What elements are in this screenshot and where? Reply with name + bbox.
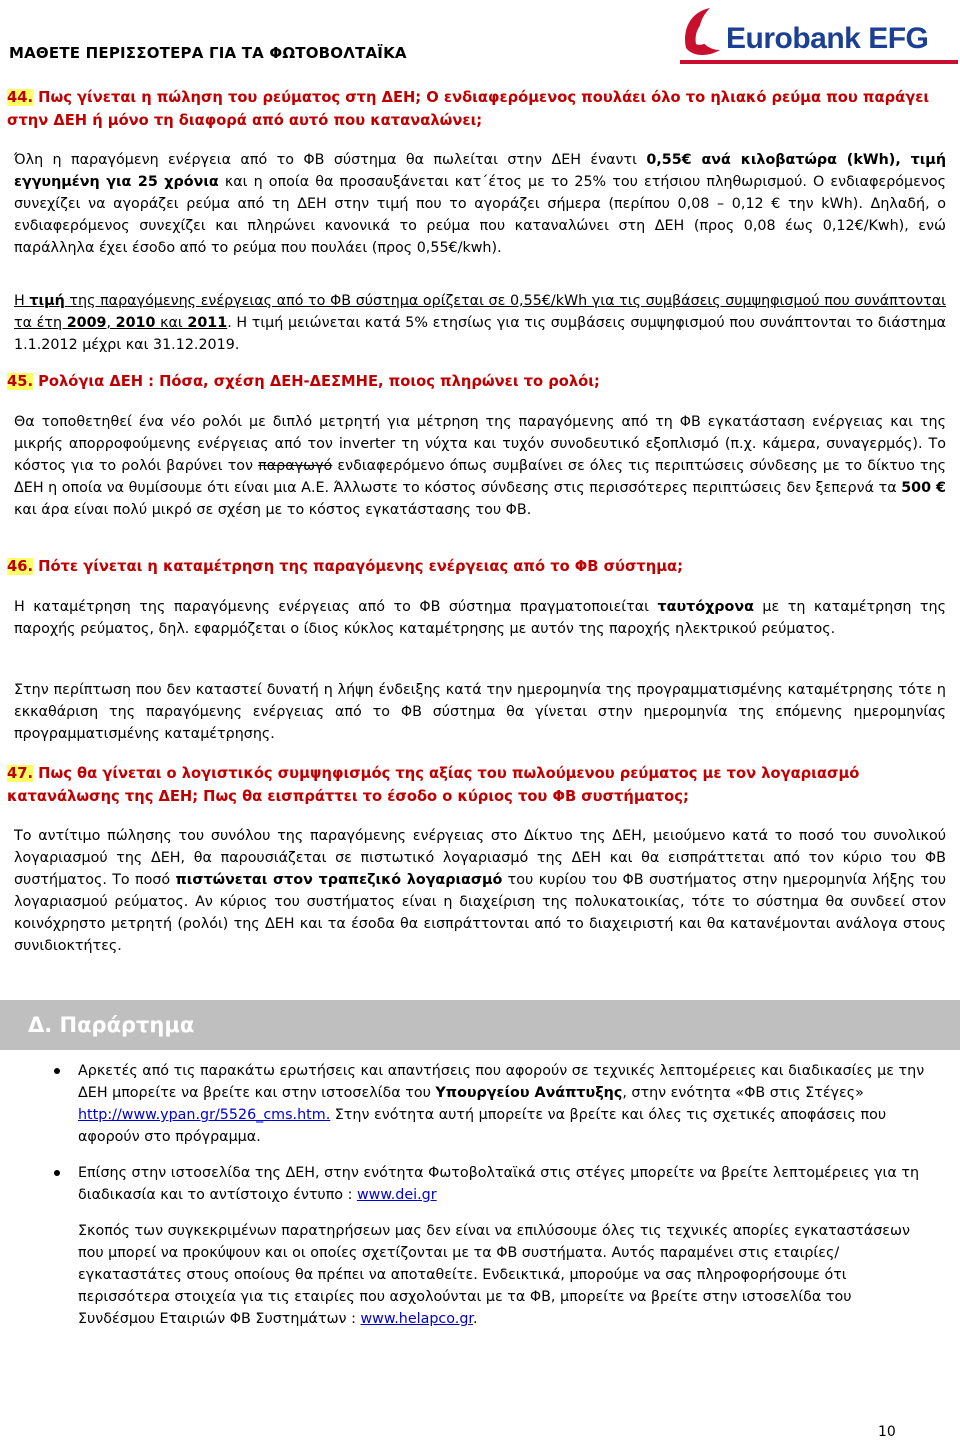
appendix-heading-bar [0,1000,960,1050]
list-item [48,1162,928,1206]
text-run: και άρα είναι πολύ μικρό σε σχέση με το κόστος εγκατάστασης του ΦΒ. [14,502,532,518]
text-run: , [106,315,116,331]
bold-run: 500 € [901,480,946,496]
answer-44-paragraph-1 [14,149,946,259]
answer-47-paragraph [14,825,946,957]
text-run: , στην ενότητα «ΦΒ στις Στέγες» [622,1085,864,1101]
question-text: Ρολόγια ΔΕΗ : Πόσα, σχέση ΔΕΗ-ΔΕΣΜΗΕ, ποιος πληρώνει το ρολόι; [38,373,600,390]
question-number: 44. [7,89,34,106]
question-47 [7,762,947,808]
year-2009: 2009 [66,315,107,331]
eurobank-swoosh-icon [680,4,726,60]
bold-run: 0,55€ ανά κιλοβατώρα (kWh), τιμή εγγυημένη για 25 χρόνια [14,152,946,190]
struck-text: παραγωγό [258,458,333,474]
logo-underline [680,60,958,64]
list-item [48,1060,928,1148]
text-run: Η καταμέτρηση της παραγόμενης ενέργειας από το ΦΒ σύστημα πραγματοποιείται [14,599,658,615]
answer-44-paragraph-2 [14,290,946,356]
question-44 [7,86,947,132]
answer-46-paragraph-1 [14,596,946,640]
question-46 [7,555,947,578]
question-number: 46. [7,558,34,575]
answer-45-paragraph [14,411,946,521]
text-run: με τη καταμέτρηση της παροχής ρεύματος, δηλ. εφαρμόζεται ο ίδιος κύκλος καταμέτρησης με αυτόν της παροχής ηλεκτρικού ρεύματος. [14,599,946,637]
text-run: Επίσης στην ιστοσελίδα της ΔΕΗ, στην ενότητα Φωτοβολταϊκά στις στέγες μπορείτε να βρείτε λεπτομέρειες για τη διαδικασία και το αντίστοιχο έντυπο : [78,1165,920,1203]
text-run: Η [14,293,30,309]
year-2011: 2011 [187,315,228,331]
text-run: Θα τοποθετηθεί ένα νέο ρολόι με διπλό μετρητή για μέτρηση της παραγόμενης από τη ΦΒ εγκατάσταση ενέργειας και της μικρής απορροφούμενης ενέργειας από τον inverter τη νύχτα και τυχόν συνοδευτικό εξοπλισμό (π.χ. κάμερα, συναγερμός). Το κόστος για το ρολόι βαρύνει τον [14,414,946,474]
bold-run: ταυτόχρονα [657,599,754,615]
helapco-link[interactable]: www.helapco.gr [360,1311,473,1327]
page-header [0,0,960,70]
text-run: και η οποία θα προσαυξάνεται κατ΄έτος με το 25% του ετήσιου πληθωρισμού. Ο ενδιαφερόμενος συνεχίζει να αγοράζει ρεύμα από τη ΔΕΗ στην τιμή που το αγοράζει σήμερα (περίπου 0,08 – 0,12 € την kWh). Δηλαδή, ο ενδιαφερόμενος συνεχίζει και πληρώνει κανονικά το ρεύμα που καταναλώνει στη ΔΕΗ (προς 0,08 έως 0,12€/Kwh), ενώ παράλληλα έχει έσοδο από το ρεύμα που πουλάει (προς 0,55€/kwh). [14,174,946,256]
text-run: και [155,315,188,331]
logo-text: Eurobank EFG [726,22,929,55]
text-run: Αρκετές από τις παρακάτω ερωτήσεις και απαντήσεις που αφορούν σε τεχνικές λεπτομέρειες και διαδικασίες με την ΔΕΗ μπορείτε να βρείτε και στην ιστοσελίδα του [78,1063,925,1101]
answer-46-paragraph-2: Στην περίπτωση που δεν καταστεί δυνατή η λήψη ένδειξης κατά την ημερομηνία της προγραμματισμένης καταμέτρησης τότε η εκκαθάριση της παραγόμενης ενέργειας από το ΦΒ σύστημα θα γίνεται στην ημερομηνία της επόμενης ημερομηνίας προγραμματισμένης καταμέτρησης. [14,682,946,742]
text-run: . [472,1311,478,1327]
dei-link[interactable]: www.dei.gr [356,1187,437,1203]
question-45 [7,370,947,393]
question-number: 45. [7,373,34,390]
text-run: Όλη η παραγόμενη ενέργεια από το ΦΒ σύστημα θα πωλείται στην ΔΕΗ έναντι [14,152,647,168]
bold-run: τιμή [29,293,65,309]
year-2010: 2010 [115,315,156,331]
question-text: Πότε γίνεται η καταμέτρηση της παραγόμενης ενέργειας από το ΦΒ σύστημα; [38,558,683,575]
eurobank-logo [680,4,958,70]
bold-run: πιστώνεται στον τραπεζικό λογαριασμό [175,872,503,888]
header-title: ΜΑΘΕΤΕ ΠΕΡΙΣΣΟΤΕΡΑ ΓΙΑ ΤΑ ΦΩΤΟΒΟΛΤΑΪΚΑ [9,44,407,62]
question-number: 47. [7,765,34,782]
text-run: Το αντίτιμο πώλησης του συνόλου της παραγόμενης ενέργειας στο Δίκτυο της ΔΕΗ, μειούμενο κατά το ποσό του συνολικού λογαριασμού της ΔΕΗ, θα παρουσιάζεται σε πιστωτικό λογαριασμό της ΔΕΗ και θα εισπράττεται από τον κύριο του ΦΒ συστήματος. Το ποσό [14,828,946,888]
bold-run: Υπουργείου Ανάπτυξης [435,1085,623,1101]
appendix-heading: Δ. Παράρτημα [28,1013,195,1037]
text-run: της παραγόμενης ενέργειας από το ΦΒ σύστημα ορίζεται σε 0,55€/kWh για τις συμβάσεις συμψηφισμού που συνάπτονται τα έτη [14,293,946,331]
text-run: Στην ενότητα αυτή μπορείτε να βρείτε και όλες τις σχετικές αποφάσεις που αφορούν στο πρόγραμμα. [78,1107,887,1145]
list-item [48,1220,928,1330]
text-run: . Η τιμή μειώνεται κατά 5% ετησίως για τις συμβάσεις συμψηφισμού που συνάπτονται το διάστημα 1.1.2012 μέχρι και 31.12.2019. [14,315,946,353]
question-text: Πως θα γίνεται ο λογιστικός συμψηφισμός της αξίας του πωλούμενου ρεύματος με τον λογαριασμό κατανάλωσης της ΔΕΗ; Πως θα εισπράττει το έσοδο ο κύριος του ΦΒ συστήματος; [7,765,860,805]
text-run: Σκοπός των συγκεκριμένων παρατηρήσεων μας δεν είναι να επιλύσουμε όλες τις τεχνικές απορίες εγκαταστάσεων που μπορεί να προκύψουν και οι οποίες σχετίζονται με τα ΦΒ συστήματα. Αυτός παραμένει στις εταιρίες/εγκαταστάτες στους οποίους θα πρέπει να αποταθείτε. Ενδεικτικά, μπορούμε να σας πληροφορήσουμε ότι περισσότερα στοιχεία για τις εταιρίες που ασχολούνται με τα ΦΒ, μπορείτε να βρείτε στην ιστοσελίδα του Συνδέσμου Εταιριών ΦΒ Συστημάτων : [78,1223,910,1327]
text-run: ενδιαφερόμενο όπως συμβαίνει σε όλες τις περιπτώσεις σύνδεσης με το δίκτυο της ΔΕΗ η οποία να θυμίσουμε ότι είναι μια Α.Ε. Άλλωστε το κόστος σύνδεσης στις περισσότερες περιπτώσεις δεν ξεπερνά τα [14,458,946,496]
page-number: 10 [878,1424,896,1440]
appendix-list [48,1060,928,1344]
ypan-link[interactable]: http://www.ypan.gr/5526_cms.htm. [78,1107,331,1123]
question-text: Πως γίνεται η πώληση του ρεύματος στη ΔΕΗ; Ο ενδιαφερόμενος πουλάει όλο το ηλιακό ρεύμα που παράγει στην ΔΕΗ ή μόνο τη διαφορά από αυτό που καταναλώνει; [7,89,930,129]
text-run: του κυρίου του ΦΒ συστήματος στην ημερομηνία λήξης του λογαριασμού ρεύματος. Αν κύριος του συστήματος είναι η διαχείριση της πολυκατοικίας, τότε το σύστημα θα συνδεεί στον κοινόχρηστο μετρητή (ρολόι) της ΔΕΗ και τα έσοδα θα εισπράττονται από το διαχειριστή και θα κατανέμονται ανάλογα στους συνιδιοκτήτες. [14,872,946,954]
